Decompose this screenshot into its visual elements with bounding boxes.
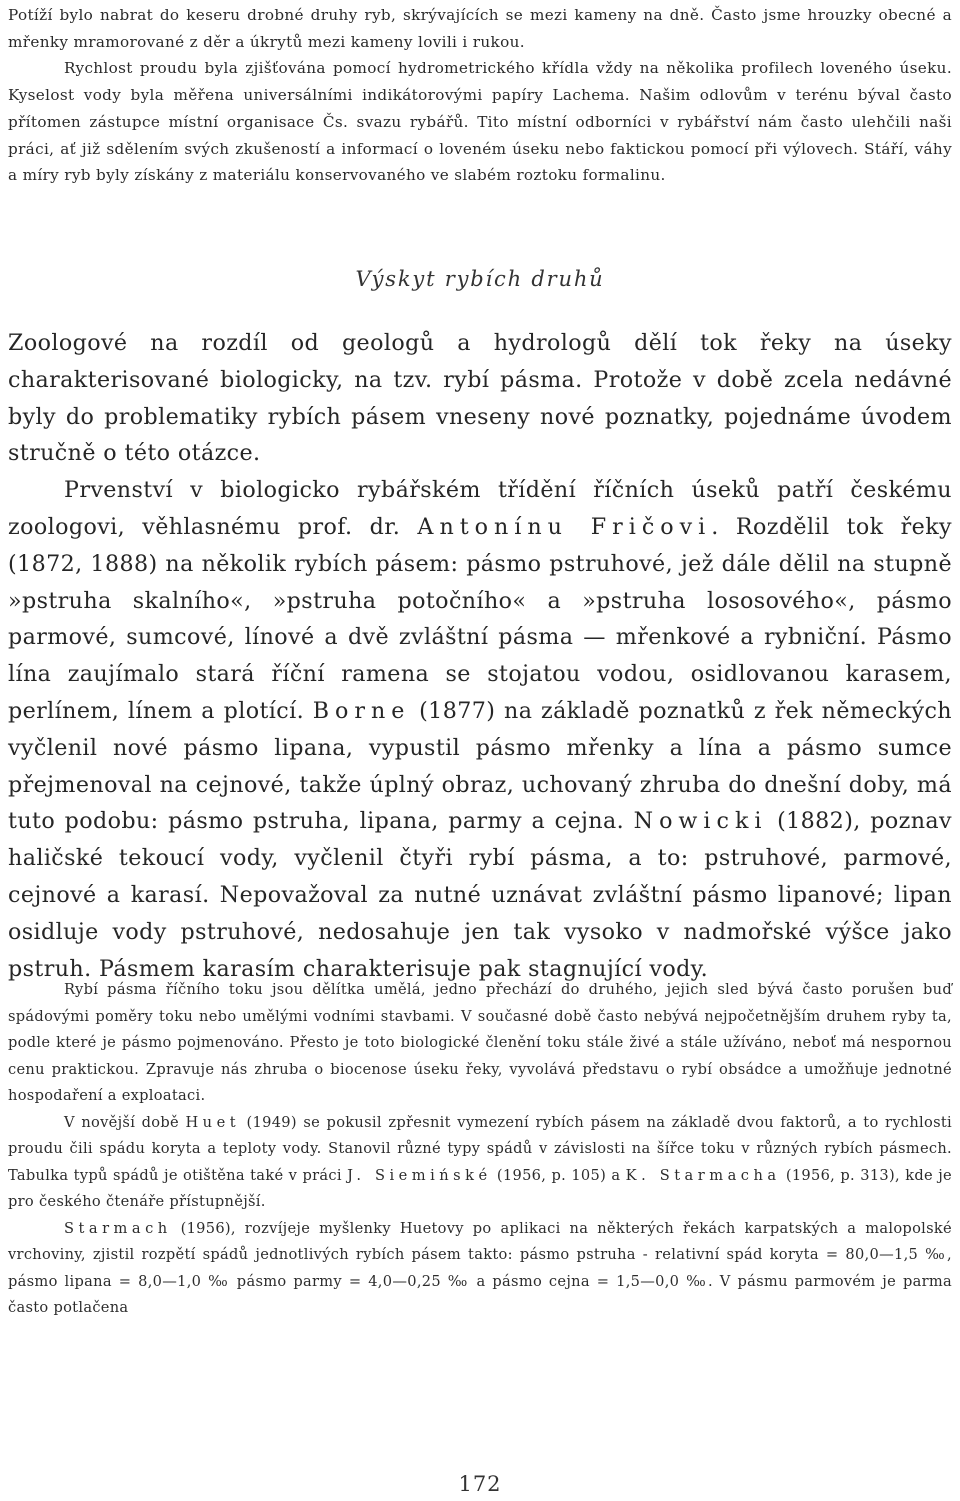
author-name-starmach-2: Starmach (64, 1219, 172, 1237)
author-name-borne: Borne (312, 697, 411, 724)
methods-paragraphs (8, 2, 952, 189)
text-run: (1956, p. 313), kde je pro českého čtenáře přístupnější. (8, 1166, 952, 1210)
author-name-sieminska: J. Siemińské (347, 1166, 492, 1184)
author-name-nowicki: Nowicki (633, 808, 768, 835)
main-body-text (8, 325, 952, 987)
author-name-starmach: K. Starmacha (625, 1166, 781, 1184)
methods-paragraph-2: Rychlost proudu byla zjišťována pomocí hydrometrického křídla vždy na několika profilech loveného úseku. Kyselost vody byla měřena universálními indikátorovými papíry Lachema. Našim odlovům v terénu býval často přítomen zástupce místní organisace Čs. svazu rybářů. Tito místní odborníci v rybářství nám často ulehčili naši práci, ať již sdělením svých zkušeností a informací o loveném úseku nebo faktickou pomocí při výlovech. Stáří, váhy a míry ryb byly získány z materiálu konservovaného ve slabém roztoku formalinu. (8, 59, 952, 185)
zones-history-paragraph (8, 472, 952, 987)
text-run: V novější době (64, 1113, 186, 1131)
small-paragraph-2 (8, 1110, 952, 1216)
text-run: (1956, p. 105) a (491, 1166, 626, 1184)
zones-intro-paragraph: Zoologové na rozdíl od geologů a hydrologů dělí tok řeky na úseky charakterisované biologicky, na tzv. rybí pásma. Protože v době zcela nedávné byly do problematiky rybích pásem vneseny nové poznatky, pojednáme úvodem stručně o této otázce. (8, 330, 952, 467)
author-name-fric: Antonínu Fričovi (417, 513, 712, 540)
text-run: . Rozdělil tok řeky (1872, 1888) na několik rybích pásem: pásmo pstruhové, jež dále dělil na stupně »pstruha skalního«, »pstruha potočního« a »pstruha lososového«, pásmo parmové, sumcové, línové a dvě zvláštní pásma — mřenkové a rybniční. Pásmo lína zaujímalo stará říční ramena se stojatou vodou, osidlovanou karasem, perlínem, línem a plotící. (8, 513, 952, 724)
text-run: (1882), poznav haličské tekoucí vody, vyčlenil čtyři rybí pásma, a to: pstruhové, parmové, cejnové a karasí. Nepovažoval za nutné uznávat zvláštní pásmo lipanové; lipan osidluje vody pstruhové, nedosahuje jen tak vysoko v nadmořské výšce jako pstruh. Pásmem karasím charakterisuje pak stagnující vody. (8, 808, 952, 982)
page-number: 172 (458, 1472, 502, 1496)
small-print-text (8, 977, 952, 1322)
small-paragraph-1: Rybí pásma říčního toku jsou dělítka umělá, jedno přechází do druhého, jejich sled bývá často porušen buď spádovými poměry toku nebo umělými vodními stavbami. V současné době často nebývá nejpočetnějším druhem ryby ta, podle které je pásmo pojmenováno. Přesto je toto biologické členění toku stále živé a stále užíváno, neboť má nespornou cenu praktickou. Zpravuje nás zhruba o biocenose úseku řeky, vyvolává představu o rybí obsádce a umožňuje jednotné hospodaření a exploataci. (8, 981, 952, 1104)
text-run: (1956), rozvíjeje myšlenky Huetovy po aplikaci na některých řekách karpatských a malopolské vrchoviny, zjistil rozpětí spádů jednotlivých rybích pásem takto: pásmo pstruha - relativní spád koryta = 80,0—1,5 ‰, pásmo lipana = 8,0—1,0 ‰ pásmo parmy = 4,0—0,25 ‰ a pásmo cejna = 1,5—0,0 ‰. V pásmu parmovém je parma často potlačena (8, 1219, 952, 1316)
section-heading: Výskyt rybích druhů (355, 267, 605, 291)
author-name-huet: Huet (185, 1113, 241, 1131)
text-run: (1949) se pokusil zpřesnit vymezení rybích pásem na základě dvou faktorů, a to rychlosti proudu čili spádu koryta a teploty vody. Stanovil různé typy spádů v závislosti na šířce toku v různých rybích pásmech. Tabulka typů spádů je otištěna také v práci (8, 1113, 953, 1184)
text-run: (1877) na základě poznatků z řek německých vyčlenil nové pásmo lipana, vypustil pásmo mřenky a lína a pásmo sumce přejmenoval na cejnové, takže úplný obraz, uchovaný zhruba do dnešní doby, má tuto podobu: pásmo pstruha, lipana, parmy a cejna. (8, 697, 952, 835)
methods-paragraph-1: Potíží bylo nabrat do keseru drobné druhy ryb, skrývajících se mezi kameny na dně. Často jsme hrouzky obecné a mřenky mramorované z děr a úkrytů mezi kameny lovili i rukou. (8, 6, 952, 51)
text-run: Prvenství v biologicko rybářském třídění říčních úseků patří českému zoologovi, věhlasnému prof. dr. (8, 477, 952, 540)
small-paragraph-3 (8, 1216, 952, 1322)
